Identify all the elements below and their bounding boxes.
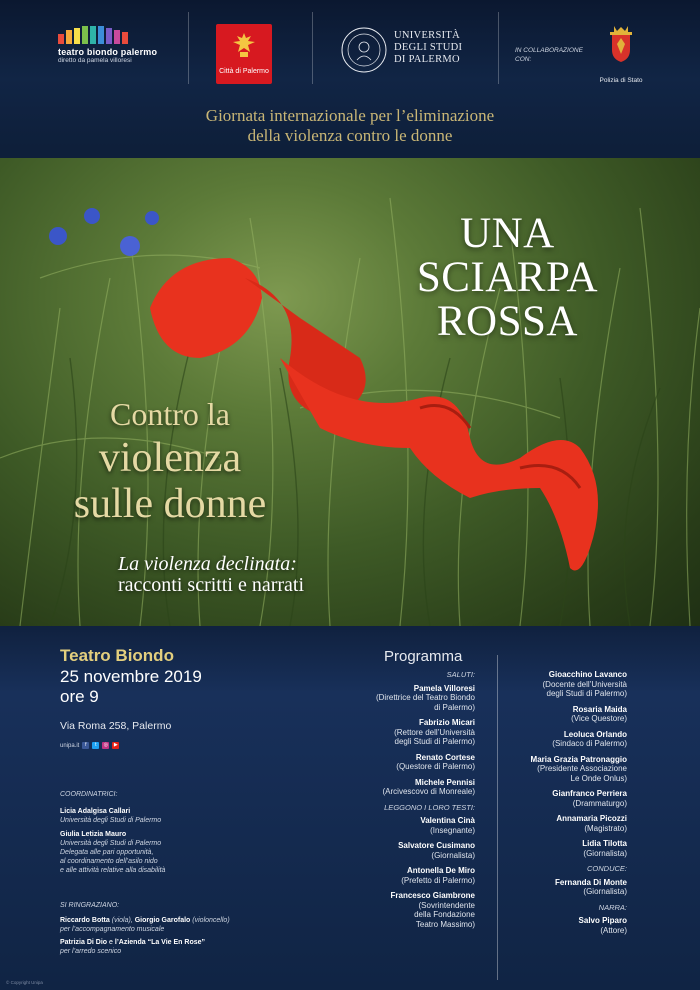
- coordinator-item: Giulia Letizia Mauro Università degli Studi di Palermo Delegata alle pari opportunità, al coordinamento dell’asilo nido e alle attività relative alla disabilità: [60, 831, 166, 874]
- event-venue: Teatro Biondo: [60, 646, 174, 665]
- narra-heading: NARRA:: [598, 902, 627, 912]
- leggono-heading: LEGGONO I LORO TESTI:: [384, 802, 475, 812]
- event-address: Via Roma 258, Palermo: [60, 720, 172, 732]
- teatro-biondo-bars-icon: [58, 26, 168, 44]
- header-logos: [0, 0, 700, 100]
- program-item: Rosaria Maida (Vice Questore): [571, 704, 627, 723]
- event-subtitle: Giornata internazionale per l’eliminazione della violenza contro le donne: [205, 106, 495, 145]
- program-item: Fernanda Di Monte (Giornalista): [554, 877, 627, 896]
- citta-di-palermo-logo[interactable]: [216, 24, 272, 84]
- cornflower-icon: [49, 208, 159, 256]
- event-time: ore 9: [60, 687, 99, 706]
- teatro-biondo-sub: diretto da pamela villoresi: [58, 57, 132, 64]
- program-item: Gianfranco Perriera (Drammaturgo): [552, 789, 627, 808]
- thanks-item: Patrizia Di Dio e l’Azienda “La Vie En Rose” per l’arredo scenico: [60, 939, 206, 955]
- divider: [188, 12, 189, 84]
- program-item: Maria Grazia Patronaggio (Presidente Associazione Le Onde Onlus): [530, 754, 627, 783]
- eagle-icon: [229, 30, 259, 60]
- saluti-heading: SALUTI:: [446, 670, 475, 679]
- program-item: Salvo Piparo (Attore): [578, 916, 627, 935]
- thanks-section: [60, 901, 340, 960]
- program-item: Michele Pennisi (Arcivescovo di Monreale): [382, 777, 475, 796]
- thanks-item: Riccardo Botta (viola), Giorgio Garofalo (violoncello) per l’accompagnamento musicale: [60, 917, 230, 933]
- divider: [498, 12, 499, 84]
- police-shield-icon: [606, 24, 636, 64]
- program-column-2: [515, 670, 627, 941]
- university-seal-icon: [340, 26, 388, 74]
- program-item: Antonella De Miro (Prefetto di Palermo): [401, 866, 475, 885]
- teatro-biondo-logo[interactable]: [58, 26, 168, 64]
- program-item: Francesco Giambrone (Sovrintendente della Fondazione Teatro Massimo): [390, 891, 475, 929]
- divider: [312, 12, 313, 84]
- facebook-icon[interactable]: f: [82, 742, 89, 749]
- program-item: Pamela Villoresi (Direttrice del Teatro Biondo di Palermo): [375, 683, 475, 712]
- website-link[interactable]: unipa.it: [60, 742, 80, 749]
- polizia-di-stato-label: Polizia di Stato: [599, 77, 643, 84]
- event-date: 25 novembre 2019: [60, 667, 202, 686]
- conduce-heading: CONDUCE:: [586, 864, 627, 873]
- program-column-1: [350, 670, 475, 935]
- teatro-biondo-name: teatro biondo palermo: [58, 47, 158, 57]
- event-info: [60, 646, 340, 732]
- program-item: Renato Cortese (Questore di Palermo): [396, 752, 475, 771]
- program-item: Fabrizio Micari (Rettore dell’Università degli Studi di Palermo): [394, 718, 475, 746]
- program-item: Leoluca Orlando (Sindaco di Palermo): [552, 729, 627, 748]
- program-item: Salvatore Cusimano (Giornalista): [398, 841, 475, 860]
- coordinators-section: [60, 790, 320, 880]
- coordinator-item: Licia Adalgisa Callari Università degli Studi di Palermo: [60, 808, 162, 824]
- polizia-di-stato-logo[interactable]: [596, 24, 646, 84]
- copyright: © Copyright Unipa: [6, 980, 43, 985]
- coordinators-heading: COORDINATRICI:: [60, 791, 118, 798]
- program-item: Annamaria Picozzi (Magistrato): [556, 814, 627, 833]
- youtube-icon[interactable]: ▶: [113, 742, 118, 748]
- thanks-heading: SI RINGRAZIANO:: [60, 902, 120, 909]
- citta-di-palermo-label: Città di Palermo: [219, 68, 269, 75]
- social-links: [60, 742, 119, 749]
- instagram-icon[interactable]: ◎: [103, 742, 109, 748]
- twitter-icon[interactable]: t: [92, 742, 99, 749]
- program-title: Programma: [384, 648, 463, 665]
- university-logo[interactable]: [340, 26, 480, 76]
- program-divider: [497, 655, 498, 980]
- main-title: UNA SCIARPA ROSSA: [416, 210, 598, 345]
- collaboration-label: IN COLLABORAZIONE CON:: [515, 47, 583, 63]
- program-item: Valentina Cinà (Insegnante): [420, 816, 475, 835]
- university-name: UNIVERSITÀ DEGLI STUDI DI PALERMO: [394, 30, 463, 65]
- program-item: Lidia Tilotta (Giornalista): [582, 839, 627, 858]
- declinata-subtitle: La violenza declinata: racconti scritti e narrati: [118, 553, 305, 596]
- program-item: Gioacchino Lavanco (Docente dell’Università degli Studi di Palermo): [542, 670, 627, 698]
- hero-image: UNA SCIARPA ROSSA Contro la violenza sulle donne La violenza declinata: racconti scritti e narrati: [0, 158, 700, 626]
